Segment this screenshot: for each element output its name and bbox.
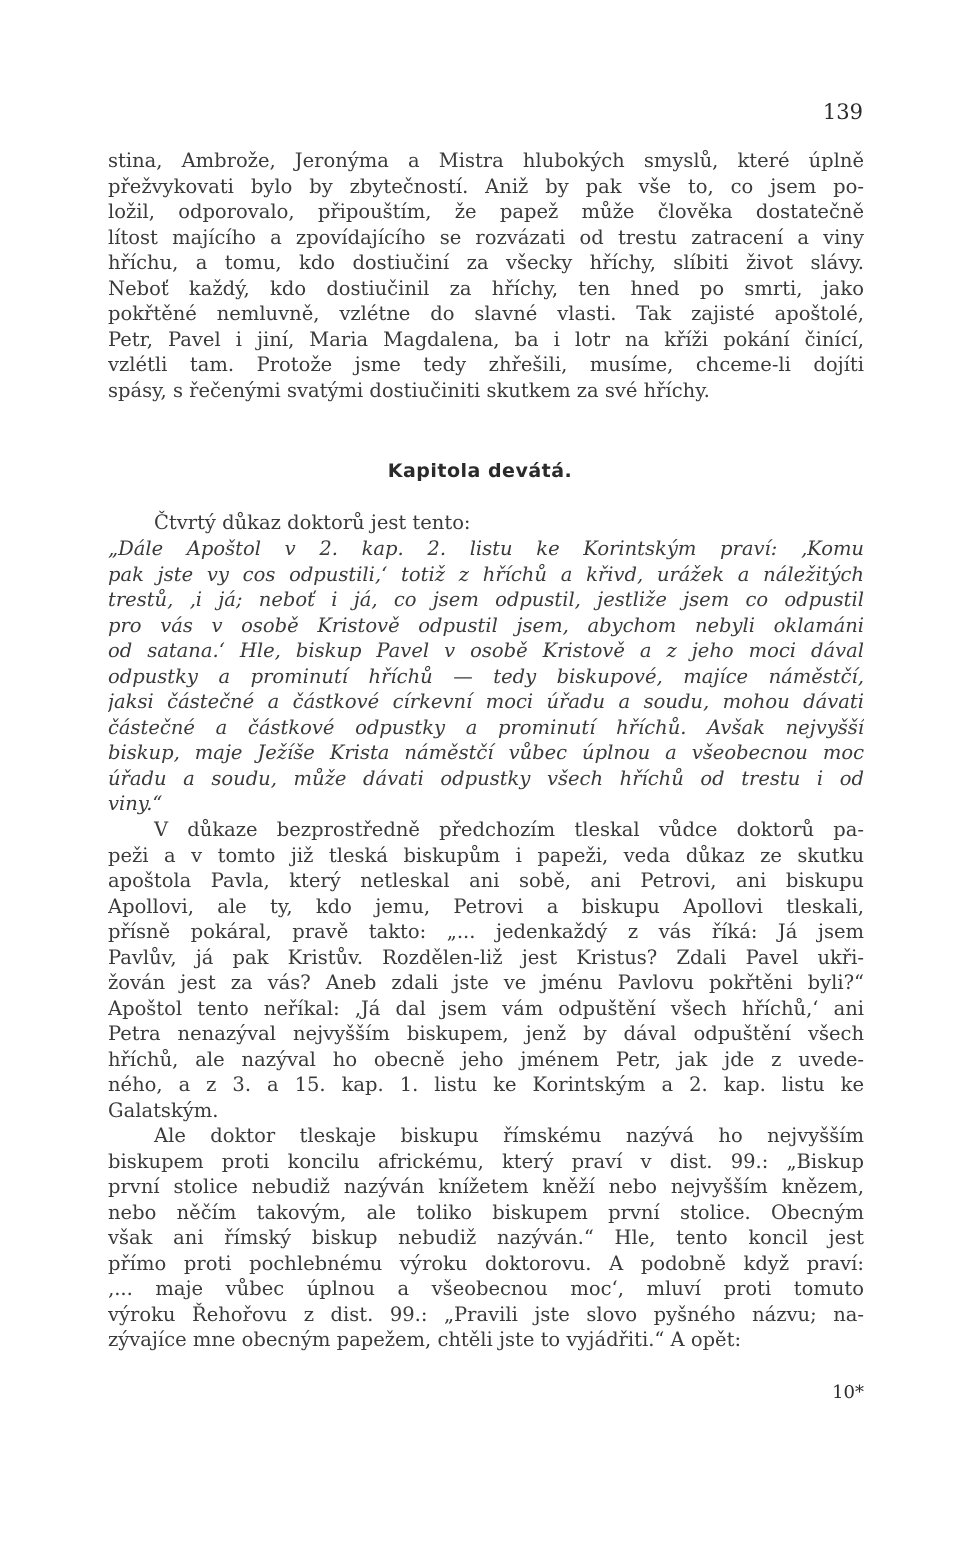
text-line: přímo proti pochlebnému výroku doktorovu. A podobně když praví: <box>108 1251 864 1275</box>
text-line: Apollovi, ale ty, kdo jemu, Petrovi a biskupu Apollovi tleskali, <box>108 894 864 918</box>
text-line: zývajíce mne obecným papežem, chtěli jste to vyjádřiti.“ A opět: <box>108 1328 742 1351</box>
text-line: Pavlův, já pak Kristův. Rozdělen-liž jest Kristus? Zdali Pavel ukři- <box>108 945 864 969</box>
text-line: přežvykovati bylo by zbytečností. Aniž by pak vše to, co jsem po- <box>108 174 864 198</box>
text-line: Petr, Pavel i jiní, Maria Magdalena, ba i lotr na kříži pokání činící, <box>108 327 864 351</box>
text-line: hříchu, a tomu, kdo dostiučiní za všecky hříchy, slíbiti život slávy. <box>108 251 864 274</box>
text-line: pro vás v osobě Kristově odpustil jsem, abychom nebyli oklamáni <box>108 613 864 637</box>
text-line: spásy, s řečenými svatými dostiučiniti skutkem za své hříchy. <box>108 378 710 402</box>
text-line: ložil, odporovalo, připouštím, že papež může člověka dostatečně <box>108 200 864 223</box>
text-line: žován jest za vás? Aneb zdali jste ve jménu Pavlovu pokřtěni byli?“ <box>108 971 864 994</box>
text-line: V důkaze bezprostředně předchozím tleskal vůdce doktorů pa- <box>154 818 864 841</box>
text-line: od satana.‘ Hle, biskup Pavel v osobě Kristově a z jeho moci dával <box>108 639 864 662</box>
text-line: Petra nenazýval nejvyšším biskupem, jenž by dával odpuštění všech <box>108 1022 864 1045</box>
text-line: biskup, maje Ježíše Krista náměstčí vůbec úplnou a všeobecnou moc <box>108 741 864 764</box>
text-line: hříchů, ale nazýval ho obecně jeho jménem Petr, jak jde z uvede- <box>108 1047 864 1071</box>
signature-mark: 10* <box>832 1382 864 1403</box>
text-line: přísně pokáral, pravě takto: „... jedenkaždý z vás říká: Já jsem <box>108 920 864 943</box>
text-line: ného, a z 3. a 15. kap. 1. listu ke Korintským a 2. kap. listu ke <box>108 1073 864 1096</box>
text-line: částečné a částkové odpustky a prominutí hříchů. Avšak nejvyšší <box>108 715 864 739</box>
text-line: stina, Ambrože, Jeronýma a Mistra hlubokých smyslů, které úplně <box>108 149 864 172</box>
text-line: Galatským. <box>108 1098 219 1122</box>
text-line: však ani římský biskup nebudiž nazýván.“ Hle, tento koncil jest <box>108 1226 864 1249</box>
text-line: vzlétli tam. Protože jsme tedy zhřešili, musíme, chceme-li dojíti <box>108 353 864 376</box>
text-line: nebo něčím takovým, ale toliko biskupem první stolice. Obecným <box>108 1200 864 1224</box>
text-line: lítost majícího a zpovídajícího se rozvázati od trestu zatracení a viny <box>108 225 864 249</box>
text-line: úřadu a soudu, může dávati odpustky všech hříchů od trestu i od <box>108 766 864 790</box>
paragraph-quotation <box>108 536 864 817</box>
text-line: jaksi částečné a částkové církevní moci úřadu a soudu, mohou dávati <box>108 690 864 713</box>
text-line: „Dále Apoštol v 2. kap. 2. listu ke Korintským praví: ‚Komu <box>108 537 864 560</box>
text-line: Čtvrtý důkaz doktorů jest tento: <box>154 511 471 534</box>
text-line: peži a v tomto již tleská biskupům i papeži, veda důkaz ze skutku <box>108 843 864 867</box>
text-line: biskupem proti koncilu africkému, který praví v dist. 99.: „Biskup <box>108 1149 864 1173</box>
text-line: trestů, ‚i já; neboť i já, co jsem odpustil, jestliže jsem co odpustil <box>108 588 864 611</box>
chapter-heading: Kapitola devátá. <box>387 460 573 482</box>
text-line: Apoštol tento neříkal: ‚Já dal jsem vám odpuštění všech hříchů,‘ ani <box>108 996 864 1020</box>
page-number: 139 <box>822 100 863 124</box>
text-line: Ale doktor tleskaje biskupu římskému nazývá ho nejvyšším <box>154 1124 864 1147</box>
text-line: odpustky a prominutí hříchů — tedy biskupové, majíce náměstčí, <box>108 664 864 688</box>
text-line: ‚... maje vůbec úplnou a všeobecnou moc‘, mluví proti tomuto <box>108 1277 864 1300</box>
text-line: Neboť každý, kdo dostiučinil za hříchy, ten hned po smrti, jako <box>108 276 864 300</box>
text-line: výroku Řehořovu z dist. 99.: „Pravili jste slovo pyšného názvu; na- <box>108 1302 864 1326</box>
paragraph-intro <box>108 510 864 536</box>
paragraph-commentary <box>108 817 864 1123</box>
paragraph-doctor-argument <box>108 1123 864 1353</box>
text-line: první stolice nebudiž nazýván knížetem kněží nebo nejvyšším knězem, <box>108 1175 864 1198</box>
text-line: viny.“ <box>108 792 163 815</box>
paragraph-opening <box>108 148 864 403</box>
text-line: pokřtěné nemluvně, vzlétne do slavné vlasti. Tak zajisté apoštolé, <box>108 302 864 325</box>
text-line: apoštola Pavla, který netleskal ani sobě, ani Petrovi, ani biskupu <box>108 869 864 892</box>
text-line: pak jste vy cos odpustili,‘ totiž z hříchů a křivd, urážek a náležitých <box>108 562 864 586</box>
